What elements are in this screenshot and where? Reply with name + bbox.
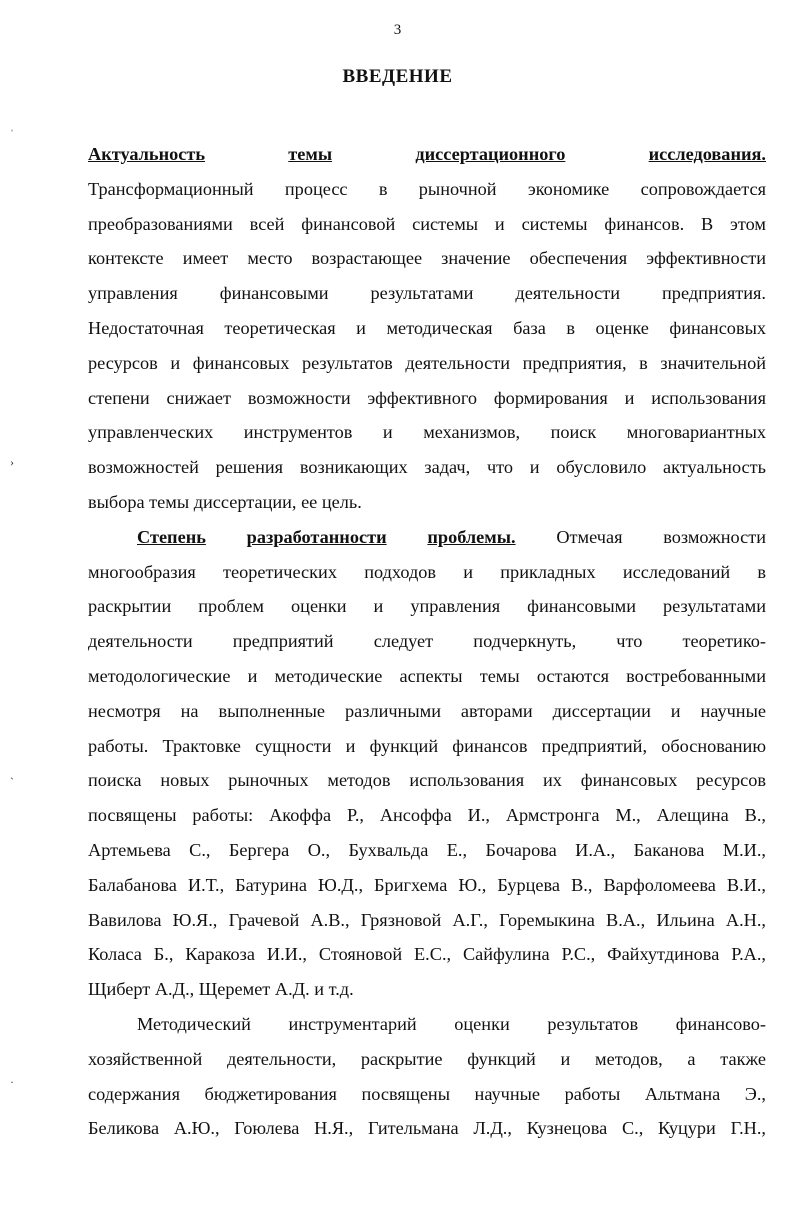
text-line: Вавилова Ю.Я., Грачевой А.В., Грязновой А.Г., Горемыкина В.А., Ильина А.Н.,	[88, 909, 766, 930]
text-line: деятельности предприятий следует подчеркнуть, что теоретико-	[88, 631, 766, 652]
text-line	[88, 520, 766, 555]
text-line: многообразия теоретических подходов и прикладных исследований в	[88, 561, 766, 582]
text-line: Артемьева С., Бергера О., Бухвальда Е., Бочарова И.А., Баканова М.И.,	[88, 839, 766, 860]
text-line: раскрытии проблем оценки и управления финансовыми результатами	[88, 596, 766, 617]
text-line: Методический инструментарий оценки результатов финансово-	[137, 1013, 766, 1034]
text-line: Щиберт А.Д., Щеремет А.Д. и т.д.	[88, 979, 354, 1000]
text-line: выбора темы диссертации, ее цель.	[88, 491, 362, 512]
text-line: Недостаточная теоретическая и методическая база в оценке финансовых	[88, 317, 766, 338]
text-line: методологические и методические аспекты темы остаются востребованными	[88, 665, 766, 686]
margin-mark: ˋ	[10, 775, 14, 789]
text-line: хозяйственной деятельности, раскрытие функций и методов, а также	[88, 1048, 766, 1069]
text-line: преобразованиями всей финансовой системы и системы финансов. В этом	[88, 213, 766, 234]
text-fragment: Отмечая возможности	[556, 526, 767, 547]
body-text	[88, 137, 766, 1146]
section-title-word: диссертационного	[415, 144, 566, 164]
text-line: управленческих инструментов и механизмов, поиск многовариантных	[88, 422, 766, 443]
text-line: Балабанова И.Т., Батурина Ю.Д., Бригхема Ю., Бурцева В., Варфоломеева В.И.,	[88, 874, 766, 895]
page-heading: ВВЕДЕНИЕ	[342, 66, 453, 87]
text-line: содержания бюджетирования посвящены научные работы Альтмана Э.,	[88, 1083, 766, 1104]
text-line: контексте имеет место возрастающее значение обеспечения эффективности	[88, 248, 766, 269]
section-title-word: проблемы.	[427, 526, 516, 547]
margin-mark: ˌ	[10, 118, 14, 132]
page-number: 3	[393, 22, 402, 38]
text-line: ресурсов и финансовых результатов деятельности предприятия, в значительной	[88, 352, 766, 373]
section-title-word: темы	[288, 144, 333, 164]
text-line: поиска новых рыночных методов использования их финансовых ресурсов	[88, 770, 766, 791]
margin-mark: ·	[10, 1075, 14, 1089]
text-line: степени снижает возможности эффективного формирования и использования	[88, 387, 766, 408]
section-title-word: разработанности	[246, 526, 387, 547]
text-line: несмотря на выполненные различными авторами диссертации и научные	[88, 700, 766, 721]
section-title-word: Степень	[137, 526, 206, 547]
text-line	[88, 137, 766, 172]
text-line: Коласа Б., Каракоза И.И., Стояновой Е.С., Сайфулина Р.С., Файхутдинова Р.А.,	[88, 944, 766, 965]
section-title-word: Актуальность	[88, 144, 206, 164]
margin-mark: ›	[10, 455, 14, 469]
text-line: управления финансовыми результатами деятельности предприятия.	[88, 283, 766, 304]
text-line: посвящены работы: Акоффа Р., Ансоффа И., Армстронга М., Алещина В.,	[88, 805, 766, 826]
text-line: возможностей решения возникающих задач, что и обусловило актуальность	[88, 457, 766, 478]
text-line: работы. Трактовке сущности и функций финансов предприятий, обоснованию	[88, 735, 766, 756]
section-title-word: исследования.	[648, 144, 766, 164]
text-line: Беликова А.Ю., Гоюлева Н.Я., Гительмана Л.Д., Кузнецова С., Куцури Г.Н.,	[88, 1118, 766, 1139]
text-line: Трансформационный процесс в рыночной экономике сопровождается	[88, 178, 766, 199]
